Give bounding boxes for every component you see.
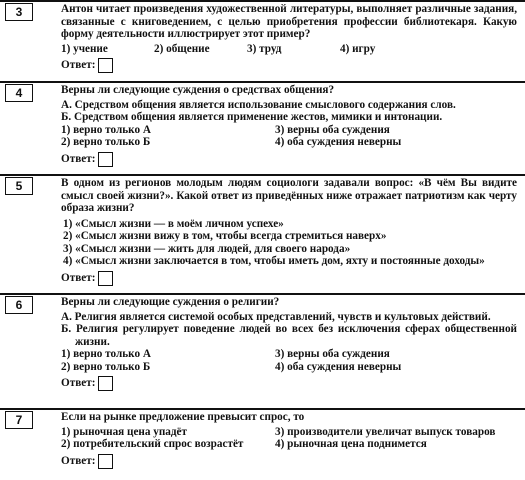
answer-label: Ответ: [61, 454, 96, 467]
answer-label: Ответ: [61, 152, 96, 165]
option-4: 4) оба суждения неверны [275, 136, 402, 148]
answer-label: Ответ: [61, 271, 96, 284]
task-divider [0, 174, 525, 176]
option-1: 1) верно только А [61, 123, 151, 136]
question-text: Если на рынке предложение превысит спрос, то [61, 411, 305, 423]
options-row [61, 43, 517, 56]
statement-a: А. Религия является системой особых представлений, чувств и культовых действий. [61, 310, 491, 323]
task-content [61, 411, 517, 469]
task-divider [0, 408, 525, 410]
question-text: Верны ли следующие суждения о религии? [61, 296, 280, 308]
statement-a: А. Средством общения является использование смыслового содержания слов. [61, 98, 456, 111]
answer-row [61, 376, 517, 391]
answer-box[interactable] [98, 58, 113, 73]
option-3: 3) «Смысл жизни — жить для людей, для своего народа» [63, 242, 351, 255]
task-number: 3 [5, 3, 33, 21]
option-2: 2) верно только Б [61, 360, 151, 373]
answer-row [61, 58, 517, 73]
answer-label: Ответ: [61, 377, 96, 390]
option-4: 4) рыночная цена поднимется [275, 438, 427, 450]
task-number: 6 [5, 296, 33, 314]
task-divider [0, 81, 525, 83]
answer-box[interactable] [98, 376, 113, 391]
option-3: 3) труд [247, 42, 282, 55]
options-row [61, 124, 517, 137]
answer-box[interactable] [98, 152, 113, 167]
option-3: 3) верны оба суждения [275, 123, 390, 136]
option-2: 2) потребительский спрос возрастёт [61, 438, 244, 450]
option-2: 2) верно только Б [61, 136, 151, 148]
option-1: 1) «Смысл жизни — в моём личном успехе» [63, 217, 284, 230]
task-divider [0, 0, 525, 2]
options-row [61, 438, 517, 451]
question-text: Антон читает произведения художественной литературы, выполняет различные задания, связанные с книговедением, с целью приобретения профессии библиотекаря. Какую форму деятельности иллюстрирует этот пример? [61, 3, 517, 40]
answer-label: Ответ: [61, 59, 96, 72]
task-divider [0, 293, 525, 295]
task-content [61, 3, 517, 73]
question-text: Верны ли следующие суждения о средствах общения? [61, 84, 335, 96]
option-1: 1) верно только А [61, 348, 151, 360]
options-row [61, 348, 517, 361]
options-row [61, 136, 517, 149]
option-1: 1) учение [61, 42, 108, 55]
task-content [61, 177, 517, 286]
task-number: 4 [5, 84, 33, 102]
option-3: 3) производители увеличат выпуск товаров [275, 425, 496, 438]
task-number: 7 [5, 411, 33, 429]
option-4: 4) игру [340, 42, 376, 55]
option-4: 4) «Смысл жизни заключается в том, чтобы иметь дом, яхту и постоянные доходы» [63, 255, 485, 267]
option-2: 2) общение [154, 42, 210, 55]
option-1: 1) рыночная цена упадёт [61, 425, 188, 438]
statement-b: Б. Религия регулирует поведение людей во всех без исключения сферах общественной жизни. [61, 323, 517, 348]
question-text: В одном из регионов молодым людям социологи задавали вопрос: «В чём Вы видите смысл своей жизни?». Какой ответ из приведённых ниже отражает патриотизм как черту образа жизни? [61, 177, 517, 214]
answer-row [61, 152, 517, 167]
task-number: 5 [5, 177, 33, 195]
options-row [61, 361, 517, 374]
answer-row [61, 454, 517, 469]
statement-b: Б. Средством общения является применение жестов, мимики и интонации. [61, 111, 443, 123]
answer-row [61, 271, 517, 286]
option-2: 2) «Смысл жизни вижу в том, чтобы всегда стремиться наверх» [63, 230, 387, 242]
options-row [61, 426, 517, 439]
task-content [61, 296, 517, 391]
option-4: 4) оба суждения неверны [275, 360, 402, 373]
answer-box[interactable] [98, 454, 113, 469]
answer-box[interactable] [98, 271, 113, 286]
task-content [61, 84, 517, 167]
option-3: 3) верны оба суждения [275, 348, 390, 360]
